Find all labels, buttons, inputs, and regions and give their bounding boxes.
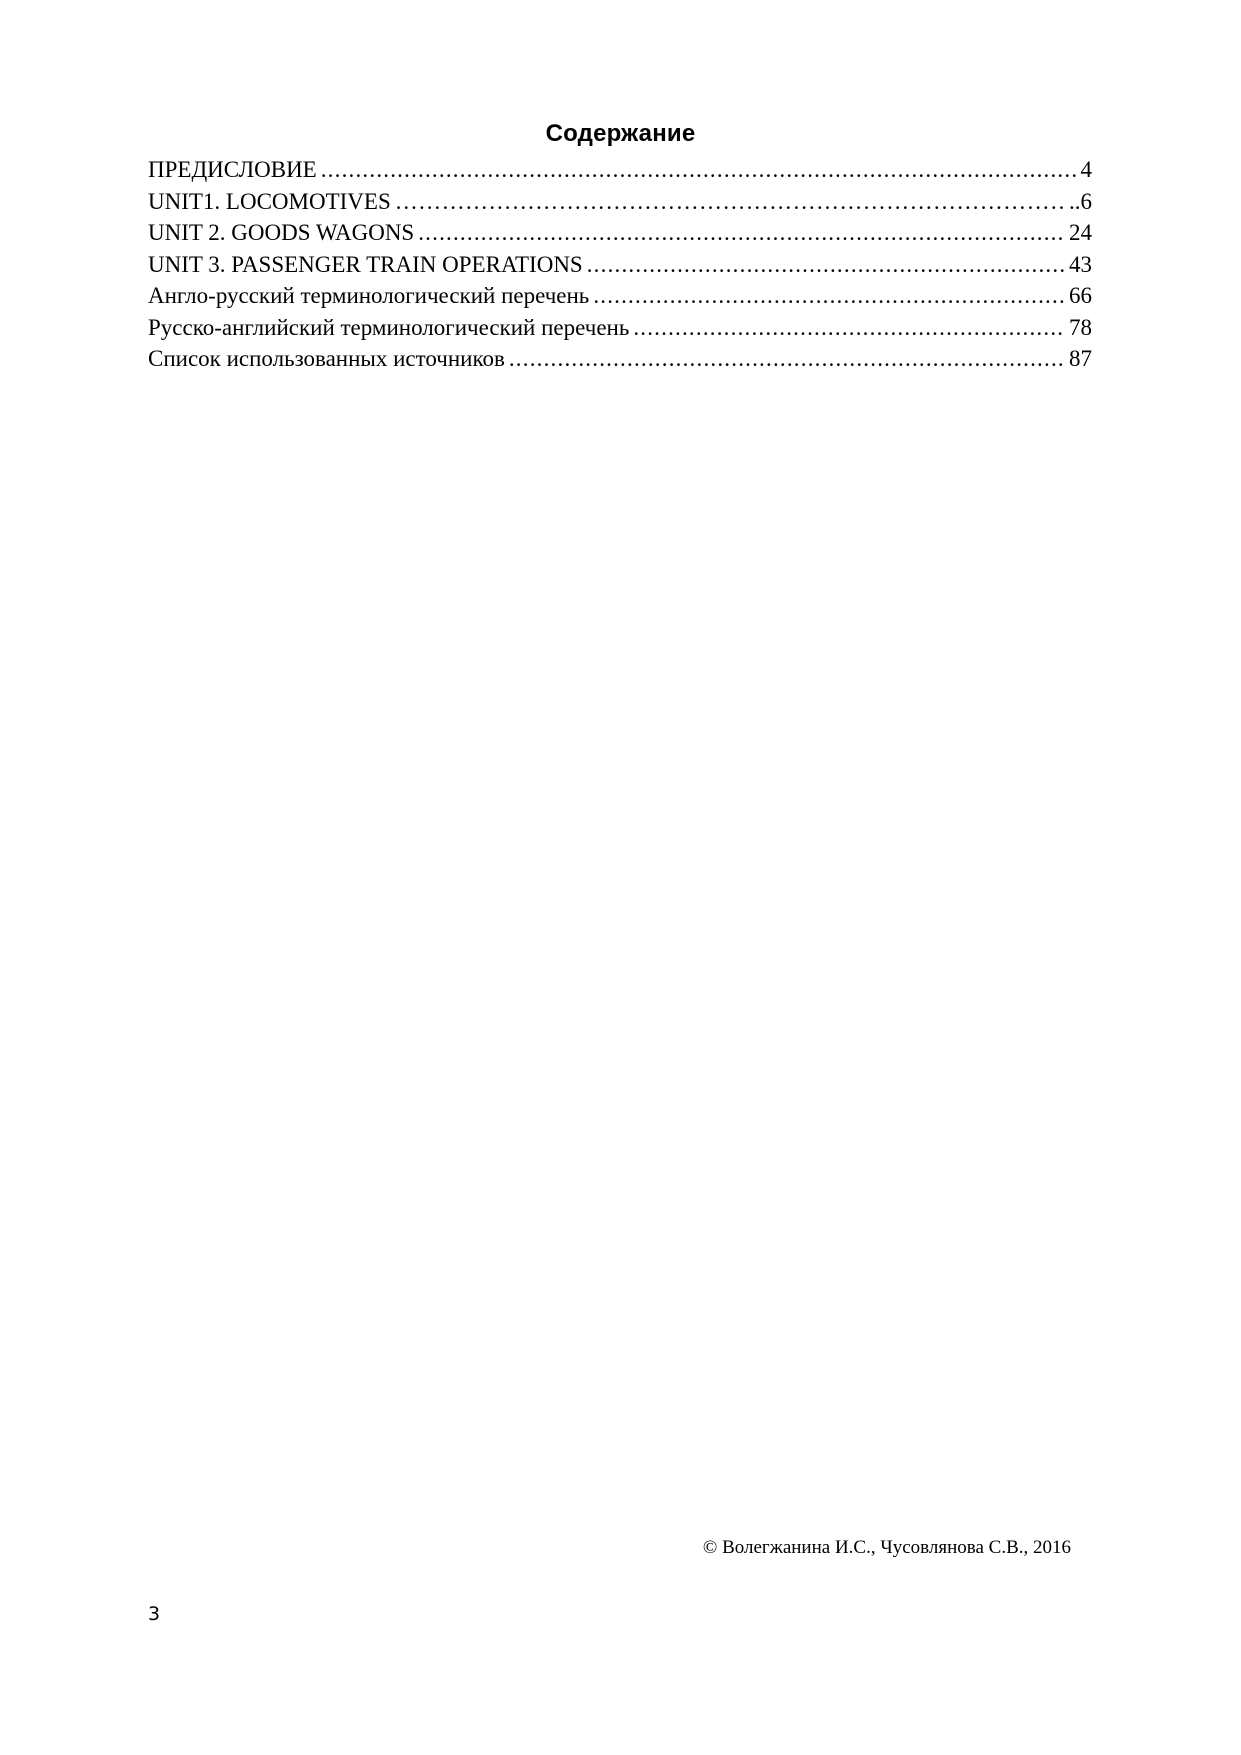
toc-dot-leader	[418, 217, 1065, 249]
toc-entry-label: Список использованных источников	[148, 346, 505, 371]
toc-entry-page: 87	[1069, 346, 1092, 371]
toc-entry-page: 24	[1069, 220, 1092, 245]
page-number: 3	[148, 1603, 161, 1625]
toc-dot-leader	[395, 186, 1065, 218]
toc-entry-en-ru-glossary[interactable]	[148, 280, 1092, 312]
toc-entry-page: 43	[1069, 251, 1092, 277]
toc-entry-ru-en-glossary[interactable]	[148, 312, 1092, 344]
toc-entry-page: 78	[1069, 314, 1092, 340]
copyright-notice: © Волегжанина И.С., Чусовлянова С.В., 2016	[702, 1537, 1071, 1558]
toc-entry-label: UNIT1. LOCOMOTIVES	[148, 188, 391, 214]
toc-entry-page: 66	[1069, 283, 1092, 308]
toc-entry-page: 4	[1080, 157, 1092, 182]
toc-dot-leader	[593, 280, 1065, 312]
toc-entry-references[interactable]	[148, 343, 1092, 375]
toc-entry-unit1[interactable]	[148, 186, 1092, 218]
toc-heading: Содержание	[545, 120, 696, 147]
table-of-contents	[148, 154, 1092, 375]
toc-entry-unit3[interactable]	[148, 249, 1092, 281]
toc-entry-label: UNIT 2. GOODS WAGONS	[148, 220, 415, 245]
toc-entry-label: Русско-английский терминологический перечень	[148, 314, 630, 340]
toc-entry-unit2[interactable]	[148, 217, 1092, 249]
toc-entry-preface[interactable]	[148, 154, 1092, 186]
toc-dot-leader	[633, 312, 1065, 344]
toc-dot-leader	[321, 154, 1077, 186]
toc-dot-leader	[587, 249, 1065, 281]
toc-entry-page: ..6	[1069, 188, 1092, 214]
toc-entry-label: ПРЕДИСЛОВИЕ	[148, 157, 317, 182]
toc-dot-leader	[509, 343, 1065, 375]
toc-entry-label: UNIT 3. PASSENGER TRAIN OPERATIONS	[148, 251, 583, 277]
toc-entry-label: Англо-русский терминологический перечень	[148, 283, 590, 308]
